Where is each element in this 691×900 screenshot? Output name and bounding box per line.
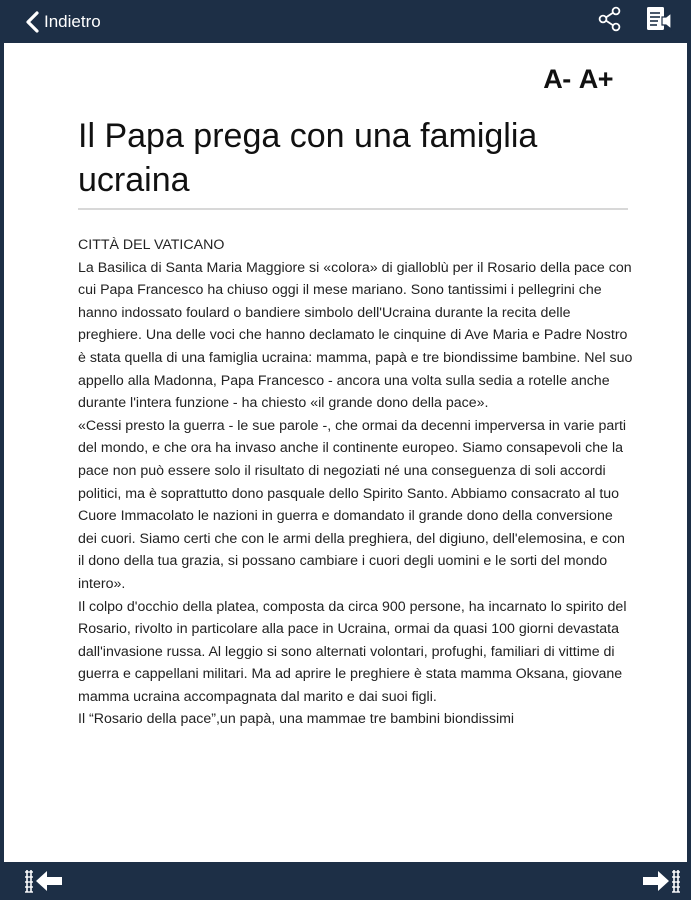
article-body (78, 234, 633, 731)
article-dateline: CITTÀ DEL VATICANO (78, 237, 225, 253)
back-button-label: Indietro (44, 11, 101, 31)
font-size-controls (543, 64, 613, 95)
back-button[interactable] (24, 11, 101, 33)
article-paragraph: «Cessi presto la guerra - le sue parole -, che ormai da decenni imperversa in varie parti del mondo, e che ora ha invaso anche il continente europeo. Siamo consapevoli che la pace non può essere solo il risultato di negoziati né una conseguenza di soli accordi politici, ma è soprattutto dono pasquale dello Spirito Santo. Abbiamo consacrato al tuo Cuore Immacolato le nazioni in guerra e domandato il grande dono della conversione dei cuori. Siamo certi che con le armi della preghiera, del digiuno, dell'elemosina, e con il dono della tua grazia, si possano cambiare i cuori degli uomini e le sorti del mondo intero». (78, 417, 627, 592)
read-aloud-icon[interactable] (645, 4, 675, 39)
previous-article-icon[interactable] (22, 868, 66, 899)
title-divider (78, 208, 628, 210)
decrease-font-button[interactable]: A- (543, 64, 571, 94)
article-paragraph: Il colpo d'occhio della platea, composta da circa 900 persone, ha incarnato lo spirito del Rosario, rivolto in particolare alla pace in Ucraina, ormai da quasi 100 giorni devastata dall'invasione russa. Al leggio si sono alternati volontari, profughi, familiari di vittime di guerra e cappellani militari. Ma ad aprire le preghiere è stata mamma Oksana, giovane mamma ucraina accompagnata dal marito e dai suoi figli. (78, 598, 627, 705)
increase-font-button[interactable]: A+ (578, 64, 613, 94)
top-actions (597, 0, 675, 43)
next-article-icon[interactable] (639, 868, 683, 899)
chevron-left-icon (24, 11, 42, 33)
article-paragraph: Il “Rosario della pace”,un papà, una mammae tre bambini biondissimi (78, 711, 515, 728)
bottom-navigation-bar (4, 862, 687, 900)
article-title: Il Papa prega con una famiglia ucraina (78, 117, 538, 199)
article-paragraph: La Basilica di Santa Maria Maggiore si «colora» di gialloblù per il Rosario della pace con cui Papa Francesco ha chiuso oggi il mese mariano. Sono tantissimi i pellegrini che hanno indossato foulard o bandiere simbolo dell'Ucraina durante la recita delle preghiere. Una delle voci che hanno declamato le cinquine di Ave Maria e Padre Nostro è stata quella di una famiglia ucraina: mamma, papà e tre biondissime bambine. Nel suo appello alla Madonna, Papa Francesco - ancora una volta sulla sedia a rotelle anche durante l'intera funzione - ha chiesto «il grande dono della pace». (78, 259, 633, 412)
top-navigation-bar (4, 0, 687, 43)
share-icon[interactable] (597, 6, 623, 37)
